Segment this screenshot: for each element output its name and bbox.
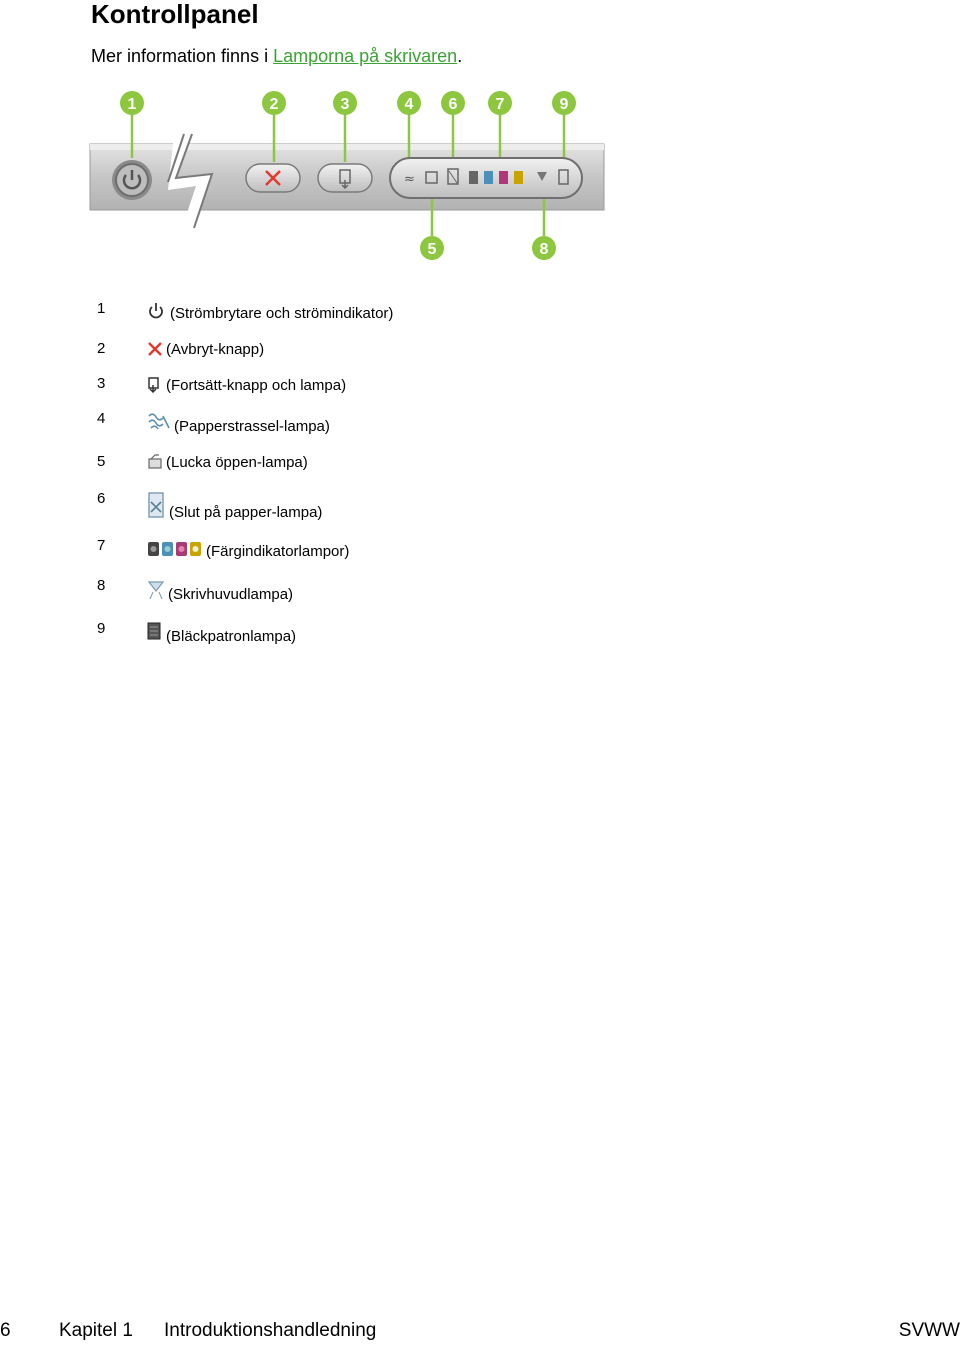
legend-text: (Fortsätt-knapp och lampa) [166,377,347,394]
callout-9 [552,91,576,115]
callout-5 [420,236,444,260]
legend-item [97,453,597,483]
legend-item [97,490,597,520]
svg-text:5: 5 [427,241,437,258]
svg-text:≈: ≈ [404,172,415,187]
svg-text:8: 8 [539,241,549,258]
callout-4 [397,91,421,115]
legend-number: 9 [97,620,106,637]
legend-item [97,340,597,370]
cancel-x-icon [147,341,163,361]
legend-item [97,410,597,440]
callout-1 [120,91,144,115]
callout-7 [488,91,512,115]
printer-lights-link[interactable]: Lamporna på skrivaren [273,46,458,66]
footer-chapter: Kapitel 1 [59,1320,133,1341]
svg-text:7: 7 [495,96,505,113]
footer-brand: SVWW [898,1320,960,1341]
svg-text:6: 6 [448,96,458,113]
intro-prefix: Mer information finns i [91,46,274,66]
legend-number: 1 [97,300,106,317]
callout-3 [333,91,357,115]
printhead-icon [147,580,165,604]
ink-cartridge-icon [147,622,161,644]
legend-text: (Slut på papper-lampa) [169,504,323,521]
legend-text: (Bläckpatronlampa) [166,628,297,645]
legend-text: (Strömbrytare och strömindikator) [170,305,394,322]
legend-number: 6 [97,490,106,507]
legend-item [97,620,597,650]
footer-page-number: 6 [0,1320,11,1341]
legend-number: 3 [97,375,106,392]
legend-number: 8 [97,577,106,594]
power-button [112,160,152,200]
svg-text:2: 2 [269,96,279,113]
out-of-paper-icon [147,492,165,522]
cancel-button [246,164,300,192]
callout-6 [441,91,465,115]
legend-item [97,375,597,405]
ink-color-icons [147,539,203,561]
legend-number: 2 [97,340,106,357]
control-panel-figure [88,86,608,266]
svg-text:4: 4 [404,96,414,113]
legend-text: (Avbryt-knapp) [166,341,265,358]
legend-text: (Lucka öppen-lampa) [166,454,308,471]
legend-number: 7 [97,537,106,554]
intro-text [91,44,462,68]
door-open-icon [147,454,163,474]
legend-number: 4 [97,410,106,427]
indicator-strip [390,158,582,198]
svg-text:1: 1 [127,96,137,113]
legend-text: (Papperstrassel-lampa) [174,418,330,435]
resume-icon [147,377,161,397]
legend-text: (Färgindikatorlampor) [206,543,350,560]
legend-item [97,300,597,330]
page-title: Kontrollpanel [91,0,259,29]
legend-number: 5 [97,453,106,470]
legend-item [97,577,597,607]
footer-chapter-title: Introduktionshandledning [164,1320,377,1341]
resume-button [318,164,372,192]
legend-item [97,537,597,567]
paper-jam-icon [147,412,171,436]
power-icon [147,302,165,324]
callout-2 [262,91,286,115]
svg-text:9: 9 [559,96,569,113]
intro-suffix: . [457,46,463,66]
svg-text:3: 3 [340,96,350,113]
callout-8 [532,236,556,260]
legend-text: (Skrivhuvudlampa) [168,586,294,603]
